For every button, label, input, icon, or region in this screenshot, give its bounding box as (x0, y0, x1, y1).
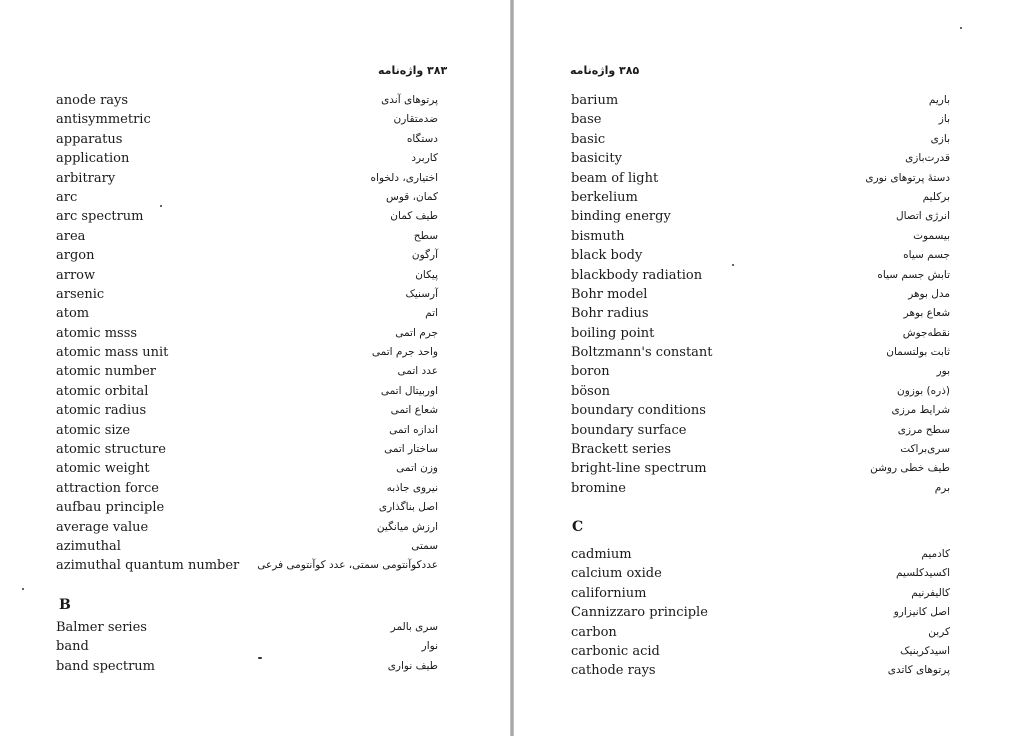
glossary-entry (0, 382, 510, 401)
persian-term: نیروی جاذبه (386, 481, 438, 494)
persian-term: شرایط مرزی (891, 404, 950, 417)
english-term: antisymmetric (56, 112, 151, 128)
english-term: bright-line spectrum (571, 461, 707, 477)
english-term: black body (571, 248, 643, 264)
english-term: Boltzmann's constant (571, 345, 713, 361)
glossary-entry (0, 657, 510, 676)
right-entries-b (514, 91, 1024, 498)
glossary-entry (0, 91, 510, 110)
glossary-entry (0, 618, 510, 637)
glossary-entry (514, 304, 1024, 323)
glossary-entry (514, 603, 1024, 622)
english-term: bismuth (571, 228, 625, 244)
left-entries-a (0, 91, 510, 576)
glossary-entry (514, 661, 1024, 680)
persian-term: سطح مرزی (897, 423, 950, 436)
english-term: apparatus (56, 131, 123, 147)
glossary-entry (0, 362, 510, 381)
persian-term: کمان، قوس (386, 190, 438, 203)
english-term: binding energy (571, 209, 671, 225)
persian-term: ساختار اتمی (384, 443, 438, 456)
glossary-entry (514, 642, 1024, 661)
persian-term: اتم (425, 307, 438, 320)
english-term: barium (571, 93, 619, 108)
glossary-entry (0, 637, 510, 656)
english-term: cathode rays (571, 663, 656, 679)
persian-term: انرژی اتصال (895, 210, 950, 223)
english-term: boron (571, 364, 610, 380)
persian-term: قدرت‌بازی (905, 152, 950, 165)
english-term: boiling point (571, 325, 655, 341)
persian-term: پرتوهای کاتدی (887, 664, 950, 677)
glossary-entry (514, 584, 1024, 603)
glossary-entry (514, 285, 1024, 304)
scan-speck (732, 264, 734, 266)
glossary-entry (0, 285, 510, 304)
persian-term: بور (936, 365, 950, 378)
english-term: boundary surface (571, 422, 687, 438)
persian-term: اوربیتال اتمی (380, 384, 438, 397)
persian-term: ارزش میانگین (376, 520, 438, 533)
persian-term: نقطه‌جوش (902, 326, 950, 339)
english-term: atomic radius (56, 403, 147, 419)
english-term: atomic number (56, 364, 157, 380)
right-page-header: ۳۸۵ واژه‌نامه (570, 64, 640, 77)
persian-term: کاربرد (411, 152, 438, 165)
persian-term: جرم اتمی (395, 326, 438, 339)
glossary-entry (0, 343, 510, 362)
glossary-entry (0, 421, 510, 440)
glossary-entry (514, 479, 1024, 498)
glossary-entry (0, 324, 510, 343)
persian-term: جسم سیاه (903, 249, 950, 262)
glossary-entry (0, 227, 510, 246)
persian-term: دستهٔ پرتوهای نوری (865, 171, 950, 184)
glossary-entry (514, 440, 1024, 459)
english-term: band (56, 639, 89, 655)
glossary-entry (0, 110, 510, 129)
persian-term: وزن اتمی (396, 462, 438, 475)
english-term: Bohr radius (571, 306, 649, 322)
english-term: arc (56, 189, 78, 205)
english-term: blackbody radiation (571, 267, 703, 283)
persian-term: سری‌براکت (900, 443, 950, 456)
persian-term: کالیفرنیم (911, 586, 950, 599)
persian-term: اصل کانیزارو (893, 606, 950, 619)
english-term: Brackett series (571, 442, 672, 458)
left-entries-b (0, 618, 510, 676)
glossary-entry (514, 266, 1024, 285)
scan-speck (22, 588, 24, 590)
glossary-entry (514, 382, 1024, 401)
glossary-entry (514, 545, 1024, 564)
glossary-entry (514, 227, 1024, 246)
english-term: Bohr model (571, 286, 648, 302)
persian-term: مدل بوهر (908, 287, 950, 300)
persian-term: شعاع بوهر (903, 307, 950, 320)
glossary-entry (514, 564, 1024, 583)
english-term: band spectrum (56, 658, 156, 674)
english-term: atomic weight (56, 461, 150, 477)
glossary-entry (0, 207, 510, 226)
persian-term: باز (938, 113, 950, 126)
persian-term: عددکوآنتومی سمتی، عدد کوآنتومی فرعی (257, 559, 438, 572)
glossary-entry (0, 537, 510, 556)
english-term: arbitrary (56, 170, 116, 186)
persian-term: بازی (930, 132, 950, 145)
english-term: azimuthal (56, 538, 121, 554)
english-term: atomic structure (56, 442, 166, 458)
persian-term: تابش جسم سیاه (877, 268, 950, 281)
persian-term: کادمیم (921, 548, 950, 560)
glossary-entry (514, 401, 1024, 420)
glossary-entry (0, 518, 510, 537)
persian-term: ثابت بولتسمان (886, 346, 950, 359)
persian-term: سطح (413, 229, 438, 242)
left-page-header: ۳۸۳ واژه‌نامه (378, 64, 448, 77)
english-term: böson (571, 383, 611, 399)
persian-term: اختیاری، دلخواه (370, 171, 438, 184)
persian-term: اکسیدکلسیم (896, 567, 950, 580)
english-term: aufbau principle (56, 500, 165, 516)
english-term: area (56, 228, 86, 244)
persian-term: واحد جرم اتمی (371, 346, 438, 359)
persian-term: آرسنیک (405, 287, 438, 300)
english-term: anode rays (56, 93, 129, 108)
english-term: arsenic (56, 286, 105, 302)
glossary-entry (514, 169, 1024, 188)
glossary-entry (0, 246, 510, 265)
english-term: carbonic acid (571, 643, 660, 659)
english-term: atomic orbital (56, 383, 149, 399)
english-term: attraction force (56, 480, 159, 496)
scan-speck (160, 205, 162, 207)
persian-term: سری بالمر (390, 621, 438, 633)
glossary-entry (0, 188, 510, 207)
english-term: boundary conditions (571, 403, 706, 419)
persian-term: طیف خطی روشن (870, 462, 950, 475)
glossary-entry (514, 421, 1024, 440)
persian-term: کربن (928, 625, 950, 638)
glossary-entry (0, 401, 510, 420)
glossary-entry (514, 623, 1024, 642)
section-letter-b: B (59, 597, 71, 613)
glossary-entry (514, 343, 1024, 362)
persian-term: پیکان (415, 268, 438, 281)
glossary-entry (514, 246, 1024, 265)
english-term: basic (571, 131, 606, 147)
right-page (514, 0, 1024, 736)
glossary-entry (0, 304, 510, 323)
english-term: bromine (571, 480, 626, 496)
persian-term: سمتی (411, 539, 438, 552)
english-term: carbon (571, 624, 617, 640)
glossary-entry (0, 556, 510, 575)
left-page (0, 0, 510, 736)
english-term: arrow (56, 267, 96, 283)
english-term: californium (571, 585, 647, 601)
persian-term: طیف نواری (387, 659, 438, 672)
english-term: Cannizzaro principle (571, 605, 708, 621)
glossary-entry (514, 207, 1024, 226)
persian-term: نوار (421, 640, 438, 653)
scan-speck (258, 657, 262, 659)
english-term: atomic msss (56, 325, 138, 341)
english-term: argon (56, 248, 95, 264)
persian-term: آرگون (411, 249, 438, 262)
english-term: atom (56, 306, 90, 322)
persian-term: دستگاه (406, 132, 438, 145)
persian-term: ضدمتقارن (393, 113, 438, 126)
english-term: arc spectrum (56, 209, 144, 225)
persian-term: (ذره) بوزون (897, 384, 950, 397)
glossary-entry (514, 459, 1024, 478)
english-term: calcium oxide (571, 566, 662, 582)
persian-term: پرتوهای آندی (381, 94, 438, 106)
glossary-entry (514, 149, 1024, 168)
english-term: base (571, 112, 602, 128)
persian-term: اسیدکربنیک (900, 644, 950, 657)
glossary-entry (0, 266, 510, 285)
persian-term: عدد اتمی (397, 365, 438, 378)
glossary-entry (514, 324, 1024, 343)
persian-term: بیسموت (913, 229, 950, 242)
english-term: berkelium (571, 189, 638, 205)
persian-term: برکلیم (922, 190, 950, 203)
glossary-entry (514, 110, 1024, 129)
persian-term: باریم (928, 94, 950, 106)
glossary-entry (0, 149, 510, 168)
english-term: atomic size (56, 422, 131, 438)
english-term: beam of light (571, 170, 659, 186)
english-term: average value (56, 519, 149, 535)
english-term: basicity (571, 151, 622, 167)
glossary-entry (514, 91, 1024, 110)
persian-term: شعاع اتمی (390, 404, 438, 417)
glossary-entry (0, 130, 510, 149)
glossary-entry (0, 479, 510, 498)
right-entries-c (514, 545, 1024, 681)
persian-term: اندازه اتمی (389, 423, 438, 436)
glossary-entry (514, 188, 1024, 207)
section-letter-c: C (572, 519, 584, 535)
glossary-entry (0, 169, 510, 188)
glossary-entry (0, 498, 510, 517)
glossary-entry (0, 440, 510, 459)
persian-term: طیف کمان (390, 210, 438, 223)
scan-speck (960, 27, 962, 29)
english-term: azimuthal quantum number (56, 558, 240, 574)
glossary-entry (0, 459, 510, 478)
persian-term: اصل بناگذاری (378, 501, 438, 514)
english-term: atomic mass unit (56, 345, 169, 361)
english-term: cadmium (571, 547, 632, 562)
glossary-entry (514, 362, 1024, 381)
english-term: application (56, 151, 130, 167)
persian-term: برم (934, 481, 950, 494)
glossary-entry (514, 130, 1024, 149)
english-term: Balmer series (56, 620, 147, 635)
